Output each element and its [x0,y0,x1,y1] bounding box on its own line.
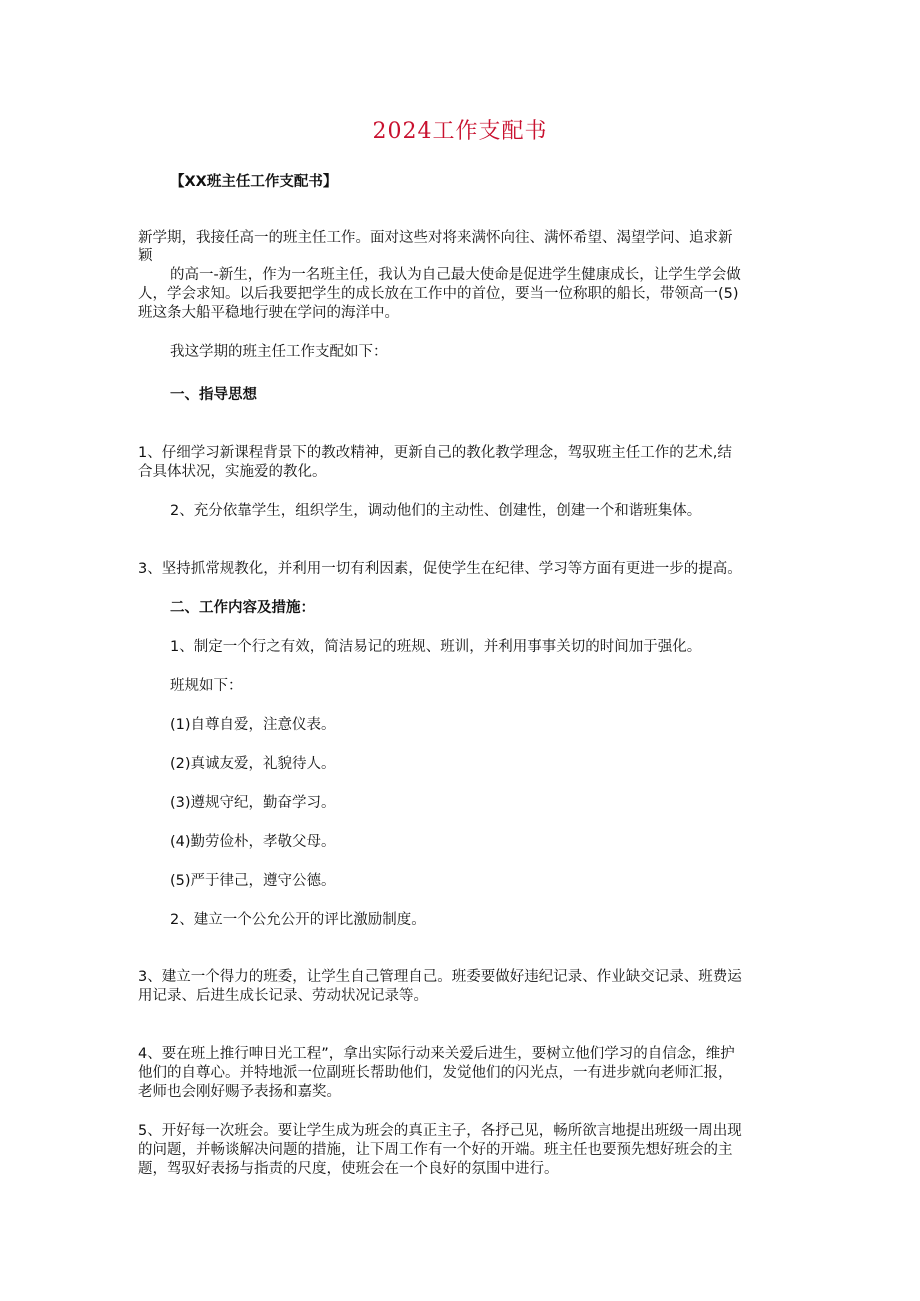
plan-lead: 我这学期的班主任工作支配如下： [170,344,388,360]
section-2-item-3-line-1: 3、建立一个得力的班委，让学生自己管理自己。班委要做好违纪记录、作业缺交记录、班费运 [138,969,742,985]
intro-line-5: 班这条大船平稳地行驶在学问的海洋中。 [138,305,399,321]
document-subtitle: 【XX班主任工作支配书】 [170,174,338,190]
section-2-item-5-line-3: 题，驾驭好表扬与指责的尺度，使班会在一个良好的氛围中进行。 [138,1161,559,1177]
rules-lead: 班规如下： [170,678,243,694]
section-2-item-3-line-2: 用记录、后进生成长记录、劳动状况记录等。 [138,988,428,1004]
rule-item: (2)真诚友爱，礼貌待人。 [170,756,336,772]
section-1-heading: 一、指导思想 [170,387,257,403]
section-2-heading: 二、工作内容及措施： [170,600,315,616]
document-title: 2024工作支配书 [372,119,548,144]
rule-item: (4)勤劳俭朴，孝敬父母。 [170,834,336,850]
intro-line-3: 的高一-新生，作为一名班主任，我认为自己最大使命是促进学生健康成长，让学生学会做 [170,267,741,283]
intro-line-4: 人，学会求知。以后我要把学生的成长放在工作中的首位，要当一位称职的船长，带领高一(5) [138,286,739,302]
section-2-item-1: 1、制定一个行之有效，简洁易记的班规、班训，并利用事事关切的时间加于强化。 [170,639,702,655]
section-2-item-4-line-3: 老师也会刚好赐予表扬和嘉奖。 [138,1084,341,1100]
rule-item: (1)自尊自爱，注意仪表。 [170,717,336,733]
section-2-item-2: 2、建立一个公允公开的评比激励制度。 [170,912,426,928]
section-2-item-5-line-2: 的问题，并畅谈解决问题的措施，让下周工作有一个好的开端。班主任也要预先想好班会的主 [138,1142,733,1158]
intro-line-2: 颖 [138,248,153,264]
section-1-item-3: 3、坚持抓常规教化，并利用一切有利因素，促使学生在纪律、学习等方面有更进一步的提高。 [138,561,742,577]
intro-line-1: 新学期，我接任高一的班主任工作。面对这些对将来满怀向往、满怀希望、渴望学问、追求新 [138,230,733,246]
section-2-item-4-line-1: 4、要在班上推行呻日光工程”，拿出实际行动来关爱后进生，要树立他们学习的自信念，维护 [138,1046,735,1062]
rule-item: (3)遵规守纪，勤奋学习。 [170,795,336,811]
rule-item: (5)严于律己，遵守公德。 [170,873,336,889]
section-1-item-2: 2、充分依靠学生，组织学生，调动他们的主动性、创建性，创建一个和谐班集体。 [170,503,702,519]
section-1-item-1-line-1: 1、仔细学习新课程背景下的教改精神，更新自己的教化教学理念，驾驭班主任工作的艺术,结 [138,445,732,461]
section-2-item-5-line-1: 5、开好每一次班会。要让学生成为班会的真正主子，各抒己见，畅所欲言地提出班级一周出现 [138,1123,742,1139]
section-2-item-4-line-2: 他们的自尊心。并特地派一位副班长帮助他们，发觉他们的闪光点，一有进步就向老师汇报， [138,1065,733,1081]
section-1-item-1-line-2: 合具体状况，实施爱的教化。 [138,464,327,480]
